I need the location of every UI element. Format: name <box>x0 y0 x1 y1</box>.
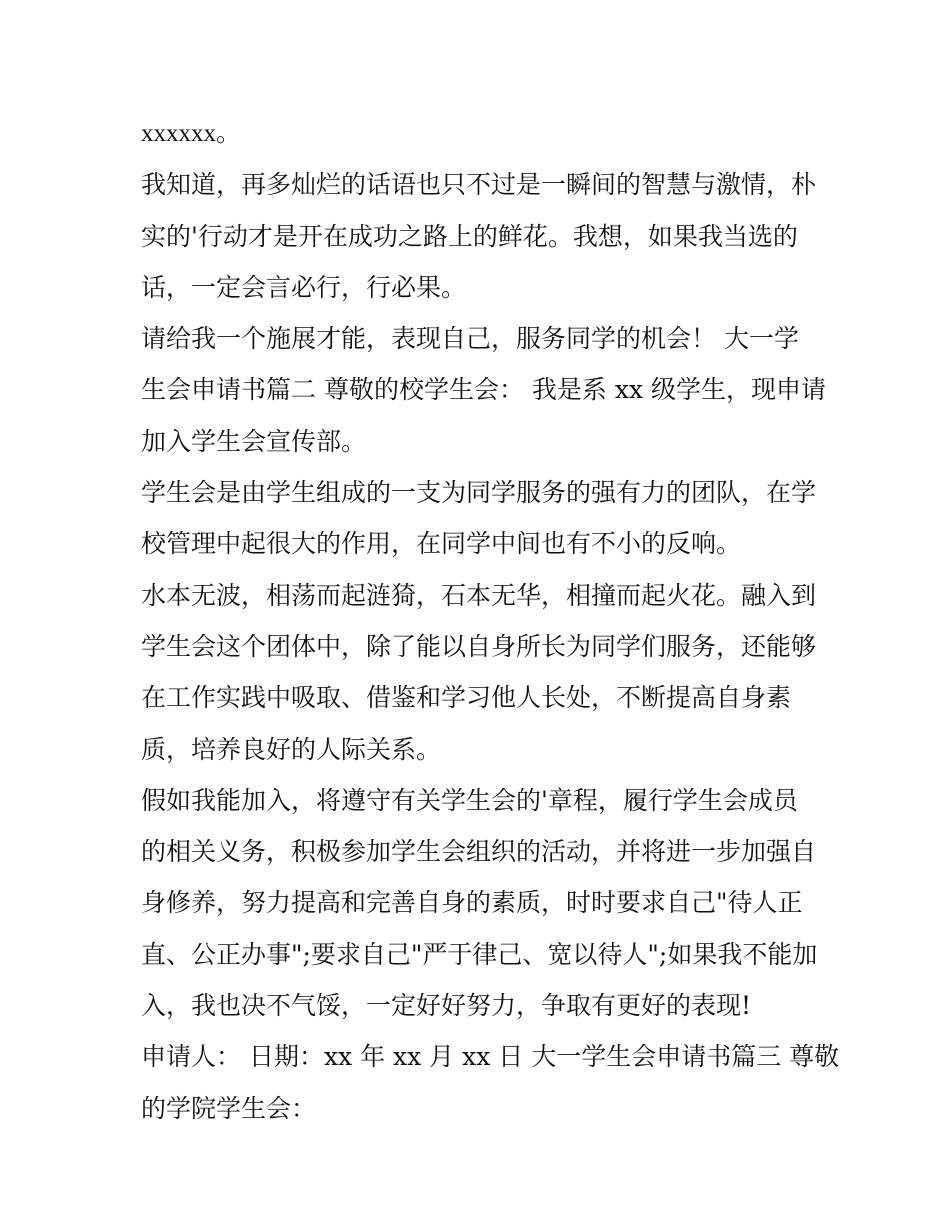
text-line: 学生会是由学生组成的一支为同学服务的强有力的团队，在学 <box>141 478 817 508</box>
text-line: 学生会这个团体中，除了能以自身所长为同学们服务，还能够 <box>141 631 817 661</box>
text-line: 在工作实践中吸取、借鉴和学习他人长处，不断提高自身素 <box>141 683 792 713</box>
text-line: 话，一定会言必行，行必果。 <box>141 272 467 302</box>
text-line: 实的'行动才是开在成功之路上的鲜花。我想，如果我当选的 <box>141 221 798 251</box>
text-line: 的学院学生会： <box>141 1093 317 1123</box>
text-line: 假如我能加入，将遵守有关学生会的'章程，履行学生会成员 <box>141 785 798 815</box>
text-line: 申请人： 日期：xx 年 xx 月 xx 日 大一学生会申请书篇三 尊敬 <box>141 1042 840 1072</box>
text-line: 水本无波，相荡而起涟猗，石本无华，相撞而起火花。融入到 <box>141 580 817 610</box>
text-line: 的相关义务，积极参加学生会组织的活动，并将进一步加强自 <box>141 837 817 867</box>
text-line: 身修养，努力提高和完善自身的素质，时时要求自己"待人正 <box>141 888 803 918</box>
text-line: 请给我一个施展才能，表现自己，服务同学的机会！ 大一学 <box>141 324 799 354</box>
text-line: 校管理中起很大的作用，在同学中间也有不小的反响。 <box>141 529 742 559</box>
text-line: 生会申请书篇二 尊敬的校学生会： 我是系 xx 级学生，现申请 <box>141 375 826 405</box>
text-line: 质，培养良好的人际关系。 <box>141 734 442 764</box>
text-line: 直、公正办事";要求自己"严于律己、宽以待人";如果我不能加 <box>141 939 818 969</box>
text-line: xxxxxx。 <box>141 120 242 147</box>
text-line: 我知道，再多灿烂的话语也只不过是一瞬间的智慧与激情，朴 <box>141 170 817 200</box>
text-line: 加入学生会宣传部。 <box>141 426 367 456</box>
document-body <box>141 108 840 1134</box>
text-line: 入，我也决不气馁，一定好好努力，争取有更好的表现! <box>141 991 752 1021</box>
